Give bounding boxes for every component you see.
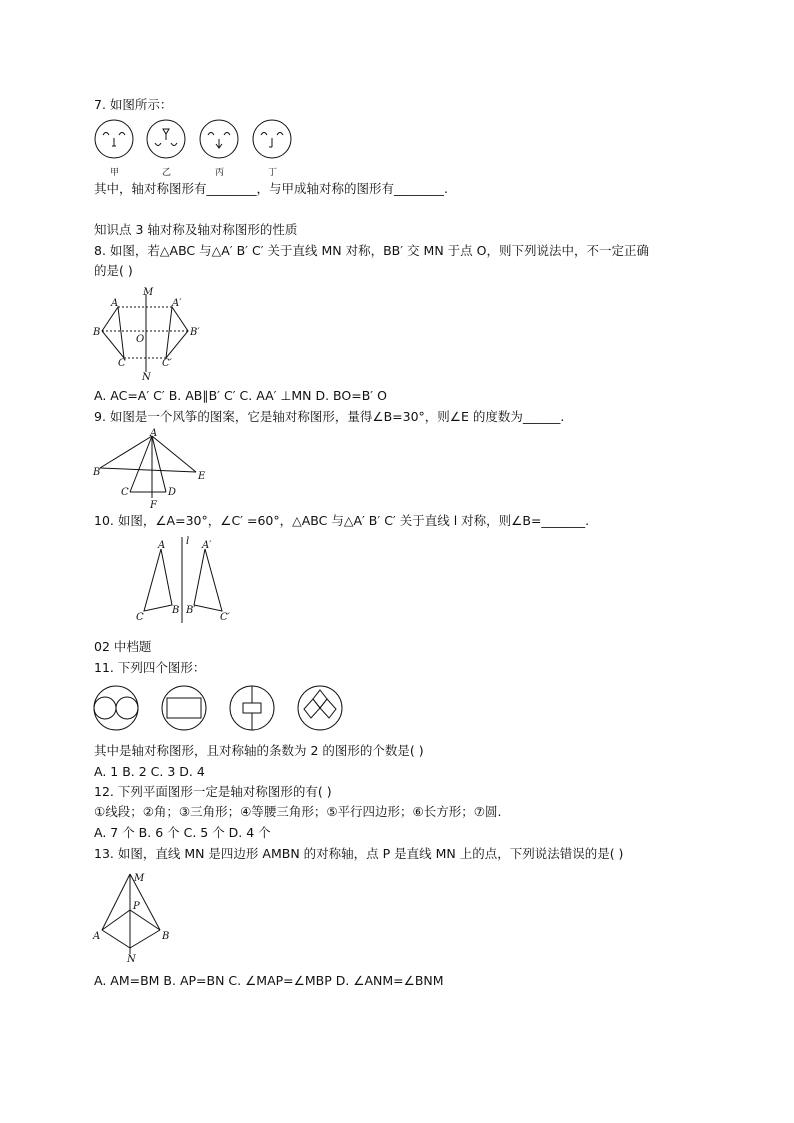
q9-figure (92, 428, 212, 510)
q10-label-A: A (158, 540, 166, 551)
q12-items: ①线段；②角；③三角形；④等腰三角形；⑤平行四边形；⑥长方形；⑦圆. (94, 804, 502, 819)
face-label-ding: 丁 (268, 168, 278, 178)
q10-label-l: l (186, 536, 190, 547)
q10-label-B: B (172, 605, 180, 616)
q9-label-C: C (121, 487, 129, 498)
q9-label-D: D (168, 487, 177, 498)
q12-options: A. 7 个 B. 6 个 C. 5 个 D. 4 个 (94, 825, 271, 840)
q8-label-B2: B′ (190, 327, 200, 338)
face-bing (200, 120, 238, 158)
q13-options: A. AM=BM B. AP=BN C. ∠MAP=∠MBP D. ∠ANM=∠BNM (94, 973, 444, 988)
q9-label-A: A (150, 428, 158, 439)
q10-stem: 10. 如图，∠A=30°，∠C′ =60°，△ABC 与△A′ B′ C′ 关于直线 l 对称，则∠B=_______. (94, 513, 590, 528)
q10-label-B2: B′ (186, 605, 196, 616)
face-yi (147, 120, 185, 158)
q8-label-C: C (118, 358, 126, 369)
q8-label-O: O (136, 334, 145, 345)
q8-label-A: A (111, 298, 119, 309)
q11-stem: 11. 下列四个图形： (94, 660, 206, 675)
face-label-yi: 乙 (162, 168, 172, 178)
q11-options: A. 1 B. 2 C. 3 D. 4 (94, 764, 205, 779)
q8-options: A. AC=A′ C′ B. AB∥B′ C′ C. AA′ ⊥MN D. BO=B′ O (94, 388, 387, 403)
q13-label-P: P (133, 901, 140, 912)
q13-stem: 13. 如图，直线 MN 是四边形 AMBN 的对称轴，点 P 是直线 MN 上的点，下列说法错误的是( ) (94, 846, 624, 861)
q13-label-A: A (93, 931, 101, 942)
q8-label-C2: C′ (162, 358, 172, 369)
face-label-jia: 甲 (110, 168, 120, 178)
section2-title: 02 中档题 (94, 639, 152, 654)
q8-label-A2: A′ (172, 298, 182, 309)
q9-label-B: B (93, 467, 101, 478)
q11-question: 其中是轴对称图形，且对称轴的条数为 2 的图形的个数是( ) (94, 743, 424, 758)
q10-label-C2: C′ (220, 612, 230, 623)
shape-circle-cross-box (230, 686, 274, 730)
q7-stem: 7. 如图所示： (94, 97, 173, 112)
q8-stem-line1: 8. 如图，若△ABC 与△A′ B′ C′ 关于直线 MN 对称，BB′ 交 MN 于点 O，则下列说法中，不一定正确 (94, 243, 649, 258)
face-jia (95, 120, 133, 158)
face-ding (253, 120, 291, 158)
q7-faces-figure (90, 118, 305, 180)
q11-figure (92, 684, 348, 732)
shape-circle-rectangle (162, 686, 206, 730)
q13-figure (90, 868, 180, 964)
q9-label-E: E (198, 471, 206, 482)
q8-figure (92, 286, 212, 382)
q13-label-N: N (127, 954, 136, 964)
shape-circle-two-circles (94, 686, 138, 730)
q9-stem: 9. 如图是一个风筝的图案，它是轴对称图形，量得∠B=30°，则∠E 的度数为______. (94, 409, 565, 424)
q7-question: 其中，轴对称图形有________，与甲成轴对称的图形有________. (94, 181, 448, 196)
q12-stem: 12. 下列平面图形一定是轴对称图形的有( ) (94, 784, 332, 799)
q8-label-M: M (143, 287, 154, 298)
q8-label-B: B (93, 327, 101, 338)
q13-label-M: M (134, 873, 145, 884)
section3-title: 知识点 3 轴对称及轴对称图形的性质 (94, 222, 298, 237)
face-label-bing: 丙 (215, 168, 225, 178)
shape-circle-three-diamonds (298, 686, 342, 730)
q9-label-F: F (150, 500, 157, 510)
q13-label-B: B (162, 931, 170, 942)
q8-stem-line2: 的是( ) (94, 263, 133, 278)
q10-label-A2: A′ (202, 540, 212, 551)
q8-label-N: N (142, 372, 151, 382)
q10-figure (132, 533, 242, 625)
q10-label-C: C (136, 612, 144, 623)
